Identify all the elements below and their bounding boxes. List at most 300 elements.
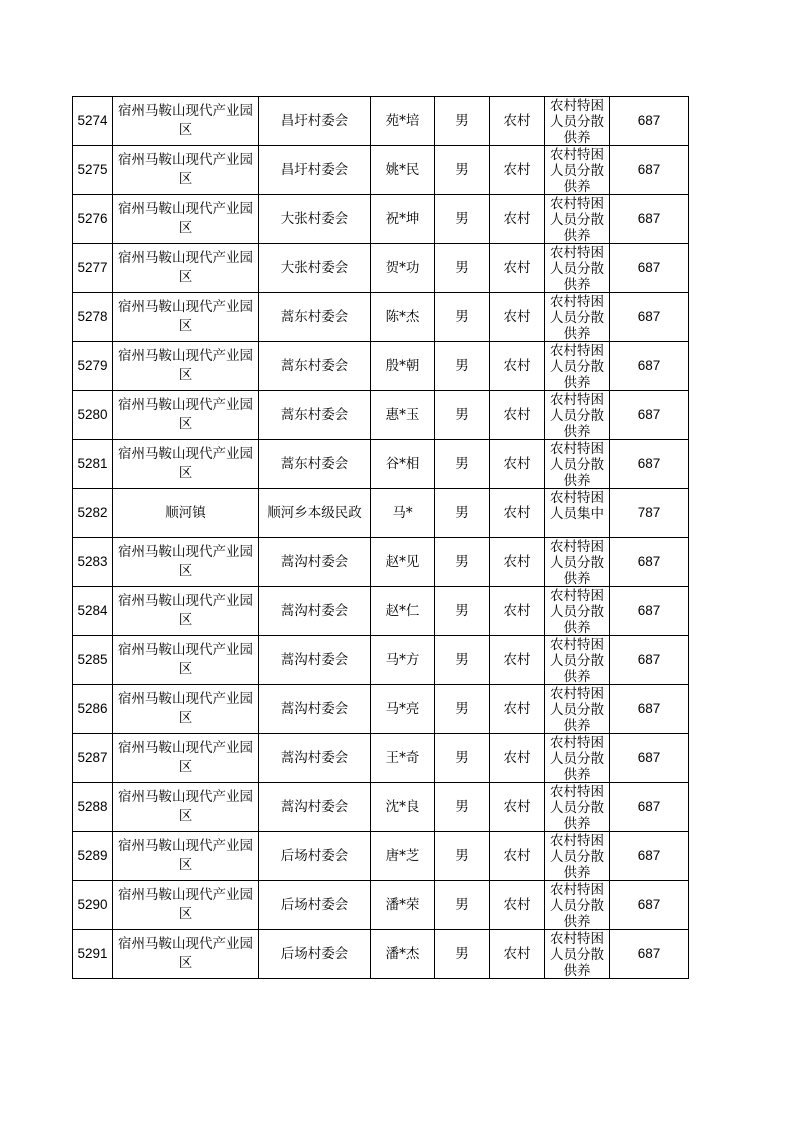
support-category-text: 农村特困人员分散供养 xyxy=(550,735,604,782)
village-committee-cell xyxy=(259,440,371,489)
sex-cell xyxy=(435,783,490,832)
household-type-cell xyxy=(490,489,545,538)
sex-cell xyxy=(435,391,490,440)
organization-cell xyxy=(113,636,259,685)
village-committee-text: 昌圩村委会 xyxy=(280,162,349,178)
household-type-text: 农村 xyxy=(503,848,531,864)
sex-cell xyxy=(435,832,490,881)
person-name-cell xyxy=(371,244,435,293)
person-name-text: 潘*杰 xyxy=(385,946,420,962)
organization-text: 宿州马鞍山现代产业园区 xyxy=(118,789,253,824)
table-row xyxy=(73,97,689,146)
sex-cell xyxy=(435,685,490,734)
sex-cell xyxy=(435,538,490,587)
organization-cell xyxy=(113,832,259,881)
table-row xyxy=(73,440,689,489)
support-category-cell xyxy=(545,293,610,342)
person-name-cell xyxy=(371,538,435,587)
village-committee-text: 蒿沟村委会 xyxy=(280,750,349,766)
organization-cell xyxy=(113,293,259,342)
serial-number-cell xyxy=(73,636,113,685)
amount-cell xyxy=(610,489,689,538)
organization-cell xyxy=(113,342,259,391)
serial-number-cell xyxy=(73,832,113,881)
table-row xyxy=(73,244,689,293)
amount-text: 687 xyxy=(637,848,661,863)
organization-text: 宿州马鞍山现代产业园区 xyxy=(118,740,253,775)
serial-number-text: 5286 xyxy=(77,701,108,716)
serial-number-text: 5280 xyxy=(77,407,108,422)
organization-text: 宿州马鞍山现代产业园区 xyxy=(118,201,253,236)
table-row xyxy=(73,685,689,734)
household-type-cell xyxy=(490,293,545,342)
serial-number-cell xyxy=(73,195,113,244)
household-type-cell xyxy=(490,881,545,930)
support-category-text: 农村特困人员集中 xyxy=(550,490,604,522)
table-body xyxy=(73,97,689,979)
village-committee-text: 顺河乡本级民政 xyxy=(267,505,362,521)
amount-text: 687 xyxy=(637,358,661,373)
person-name-cell xyxy=(371,734,435,783)
village-committee-text: 蒿东村委会 xyxy=(280,407,349,423)
support-category-text: 农村特困人员分散供养 xyxy=(550,882,604,929)
support-category-text: 农村特困人员分散供养 xyxy=(550,784,604,831)
organization-cell xyxy=(113,244,259,293)
support-category-cell xyxy=(545,440,610,489)
household-type-text: 农村 xyxy=(503,701,531,717)
serial-number-cell xyxy=(73,440,113,489)
household-type-text: 农村 xyxy=(503,162,531,178)
person-name-cell xyxy=(371,832,435,881)
household-type-cell xyxy=(490,685,545,734)
support-category-cell xyxy=(545,685,610,734)
person-name-cell xyxy=(371,930,435,979)
person-name-cell xyxy=(371,440,435,489)
person-name-text: 唐*芝 xyxy=(385,848,420,864)
amount-cell xyxy=(610,97,689,146)
serial-number-text: 5287 xyxy=(77,750,108,765)
amount-cell xyxy=(610,538,689,587)
amount-text: 687 xyxy=(637,309,661,324)
support-category-cell xyxy=(545,636,610,685)
person-name-text: 苑*培 xyxy=(385,113,420,129)
amount-text: 687 xyxy=(637,211,661,226)
serial-number-text: 5276 xyxy=(77,211,108,226)
village-committee-cell xyxy=(259,783,371,832)
household-type-text: 农村 xyxy=(503,456,531,472)
village-committee-cell xyxy=(259,881,371,930)
village-committee-text: 蒿东村委会 xyxy=(280,358,349,374)
village-committee-cell xyxy=(259,685,371,734)
serial-number-cell xyxy=(73,734,113,783)
village-committee-cell xyxy=(259,342,371,391)
amount-cell xyxy=(610,391,689,440)
person-name-cell xyxy=(371,342,435,391)
organization-text: 宿州马鞍山现代产业园区 xyxy=(118,152,253,187)
amount-cell xyxy=(610,342,689,391)
amount-text: 687 xyxy=(637,554,661,569)
organization-text: 宿州马鞍山现代产业园区 xyxy=(118,250,253,285)
organization-text: 宿州马鞍山现代产业园区 xyxy=(118,348,253,383)
organization-text: 宿州马鞍山现代产业园区 xyxy=(118,299,253,334)
organization-text: 宿州马鞍山现代产业园区 xyxy=(118,446,253,481)
household-type-text: 农村 xyxy=(503,407,531,423)
household-type-text: 农村 xyxy=(503,260,531,276)
amount-cell xyxy=(610,734,689,783)
serial-number-cell xyxy=(73,342,113,391)
sex-text: 男 xyxy=(455,407,469,423)
organization-cell xyxy=(113,391,259,440)
sex-cell xyxy=(435,440,490,489)
village-committee-cell xyxy=(259,587,371,636)
organization-cell xyxy=(113,685,259,734)
person-name-text: 祝*坤 xyxy=(385,211,420,227)
amount-cell xyxy=(610,440,689,489)
village-committee-text: 蒿沟村委会 xyxy=(280,603,349,619)
village-committee-cell xyxy=(259,636,371,685)
amount-cell xyxy=(610,244,689,293)
support-category-text: 农村特困人员分散供养 xyxy=(550,98,604,145)
support-category-text: 农村特困人员分散供养 xyxy=(550,294,604,341)
serial-number-text: 5274 xyxy=(77,113,108,128)
village-committee-cell xyxy=(259,538,371,587)
support-category-cell xyxy=(545,244,610,293)
support-category-text: 农村特困人员分散供养 xyxy=(550,539,604,586)
sex-cell xyxy=(435,489,490,538)
table-row xyxy=(73,636,689,685)
serial-number-text: 5278 xyxy=(77,309,108,324)
organization-text: 宿州马鞍山现代产业园区 xyxy=(118,887,253,922)
organization-cell xyxy=(113,97,259,146)
sex-text: 男 xyxy=(455,946,469,962)
amount-text: 687 xyxy=(637,603,661,618)
support-category-cell xyxy=(545,538,610,587)
support-category-text: 农村特困人员分散供养 xyxy=(550,441,604,488)
person-name-cell xyxy=(371,685,435,734)
organization-cell xyxy=(113,538,259,587)
household-type-cell xyxy=(490,244,545,293)
person-name-cell xyxy=(371,146,435,195)
person-name-text: 谷*相 xyxy=(385,456,420,472)
organization-text: 宿州马鞍山现代产业园区 xyxy=(118,544,253,579)
support-category-text: 农村特困人员分散供养 xyxy=(550,147,604,194)
person-name-text: 惠*玉 xyxy=(385,407,420,423)
amount-cell xyxy=(610,195,689,244)
sex-cell xyxy=(435,636,490,685)
household-type-cell xyxy=(490,930,545,979)
table-row xyxy=(73,881,689,930)
organization-cell xyxy=(113,489,259,538)
support-category-cell xyxy=(545,342,610,391)
table-row xyxy=(73,391,689,440)
organization-cell xyxy=(113,930,259,979)
person-name-text: 殷*朝 xyxy=(385,358,420,374)
household-type-text: 农村 xyxy=(503,750,531,766)
serial-number-text: 5291 xyxy=(77,946,108,961)
support-category-text: 农村特困人员分散供养 xyxy=(550,588,604,635)
person-name-text: 赵*仁 xyxy=(385,603,420,619)
amount-cell xyxy=(610,783,689,832)
organization-cell xyxy=(113,146,259,195)
serial-number-text: 5282 xyxy=(77,505,108,520)
household-type-cell xyxy=(490,440,545,489)
support-category-text: 农村特困人员分散供养 xyxy=(550,392,604,439)
sex-text: 男 xyxy=(455,701,469,717)
household-type-cell xyxy=(490,734,545,783)
village-committee-cell xyxy=(259,489,371,538)
sex-cell xyxy=(435,195,490,244)
person-name-text: 马*亮 xyxy=(385,701,420,717)
village-committee-text: 蒿沟村委会 xyxy=(280,799,349,815)
village-committee-cell xyxy=(259,146,371,195)
village-committee-text: 蒿沟村委会 xyxy=(280,652,349,668)
person-name-cell xyxy=(371,587,435,636)
sex-text: 男 xyxy=(455,260,469,276)
amount-text: 787 xyxy=(637,505,661,520)
sex-text: 男 xyxy=(455,162,469,178)
serial-number-cell xyxy=(73,881,113,930)
household-type-cell xyxy=(490,195,545,244)
amount-text: 687 xyxy=(637,407,661,422)
amount-cell xyxy=(610,587,689,636)
organization-cell xyxy=(113,440,259,489)
amount-text: 687 xyxy=(637,946,661,961)
household-type-cell xyxy=(490,587,545,636)
serial-number-cell xyxy=(73,489,113,538)
sex-cell xyxy=(435,930,490,979)
organization-cell xyxy=(113,783,259,832)
serial-number-cell xyxy=(73,538,113,587)
amount-text: 687 xyxy=(637,652,661,667)
village-committee-cell xyxy=(259,734,371,783)
amount-cell xyxy=(610,881,689,930)
support-category-cell xyxy=(545,783,610,832)
household-type-cell xyxy=(490,538,545,587)
serial-number-text: 5284 xyxy=(77,603,108,618)
person-name-text: 马*方 xyxy=(385,652,420,668)
sex-cell xyxy=(435,146,490,195)
organization-cell xyxy=(113,587,259,636)
table-row xyxy=(73,195,689,244)
amount-text: 687 xyxy=(637,799,661,814)
person-name-cell xyxy=(371,293,435,342)
sex-text: 男 xyxy=(455,309,469,325)
village-committee-text: 后场村委会 xyxy=(280,897,349,913)
organization-text: 宿州马鞍山现代产业园区 xyxy=(118,936,253,971)
household-type-cell xyxy=(490,146,545,195)
village-committee-cell xyxy=(259,930,371,979)
serial-number-text: 5288 xyxy=(77,799,108,814)
amount-text: 687 xyxy=(637,750,661,765)
serial-number-cell xyxy=(73,587,113,636)
serial-number-cell xyxy=(73,97,113,146)
household-type-text: 农村 xyxy=(503,113,531,129)
sex-text: 男 xyxy=(455,358,469,374)
organization-text: 宿州马鞍山现代产业园区 xyxy=(118,642,253,677)
table-row xyxy=(73,293,689,342)
amount-cell xyxy=(610,930,689,979)
support-category-cell xyxy=(545,881,610,930)
serial-number-text: 5277 xyxy=(77,260,108,275)
person-name-text: 沈*良 xyxy=(385,799,420,815)
serial-number-text: 5290 xyxy=(77,897,108,912)
table-row xyxy=(73,783,689,832)
sex-text: 男 xyxy=(455,750,469,766)
serial-number-cell xyxy=(73,391,113,440)
sex-cell xyxy=(435,587,490,636)
person-name-cell xyxy=(371,636,435,685)
household-type-cell xyxy=(490,97,545,146)
serial-number-cell xyxy=(73,244,113,293)
household-type-text: 农村 xyxy=(503,652,531,668)
household-type-cell xyxy=(490,342,545,391)
amount-text: 687 xyxy=(637,260,661,275)
organization-text: 宿州马鞍山现代产业园区 xyxy=(118,103,253,138)
sex-cell xyxy=(435,244,490,293)
household-type-text: 农村 xyxy=(503,946,531,962)
serial-number-cell xyxy=(73,685,113,734)
support-category-text: 农村特困人员分散供养 xyxy=(550,931,604,978)
sex-cell xyxy=(435,293,490,342)
person-name-cell xyxy=(371,391,435,440)
support-category-cell xyxy=(545,146,610,195)
household-type-cell xyxy=(490,832,545,881)
amount-cell xyxy=(610,832,689,881)
person-name-text: 姚*民 xyxy=(385,162,420,178)
household-type-text: 农村 xyxy=(503,505,531,521)
person-name-text: 马* xyxy=(392,505,413,521)
household-type-cell xyxy=(490,783,545,832)
serial-number-text: 5275 xyxy=(77,162,108,177)
household-type-text: 农村 xyxy=(503,554,531,570)
serial-number-cell xyxy=(73,293,113,342)
household-type-text: 农村 xyxy=(503,603,531,619)
organization-cell xyxy=(113,195,259,244)
village-committee-text: 蒿沟村委会 xyxy=(280,554,349,570)
table-row xyxy=(73,832,689,881)
support-category-cell xyxy=(545,489,610,538)
serial-number-cell xyxy=(73,930,113,979)
serial-number-text: 5281 xyxy=(77,456,108,471)
person-name-text: 赵*见 xyxy=(385,554,420,570)
amount-cell xyxy=(610,293,689,342)
organization-text: 宿州马鞍山现代产业园区 xyxy=(118,838,253,873)
household-type-text: 农村 xyxy=(503,358,531,374)
household-type-text: 农村 xyxy=(503,309,531,325)
sex-cell xyxy=(435,97,490,146)
amount-cell xyxy=(610,685,689,734)
support-category-text: 农村特困人员分散供养 xyxy=(550,686,604,733)
sex-text: 男 xyxy=(455,848,469,864)
organization-text: 宿州马鞍山现代产业园区 xyxy=(118,397,253,432)
organization-text: 宿州马鞍山现代产业园区 xyxy=(118,691,253,726)
support-category-text: 农村特困人员分散供养 xyxy=(550,637,604,684)
sex-text: 男 xyxy=(455,113,469,129)
household-type-cell xyxy=(490,391,545,440)
village-committee-text: 大张村委会 xyxy=(280,211,349,227)
support-category-cell xyxy=(545,832,610,881)
village-committee-cell xyxy=(259,195,371,244)
sex-text: 男 xyxy=(455,505,469,521)
amount-cell xyxy=(610,636,689,685)
village-committee-text: 蒿东村委会 xyxy=(280,456,349,472)
table-row xyxy=(73,538,689,587)
support-category-text: 农村特困人员分散供养 xyxy=(550,245,604,292)
person-name-cell xyxy=(371,97,435,146)
sex-text: 男 xyxy=(455,799,469,815)
organization-text: 宿州马鞍山现代产业园区 xyxy=(118,593,253,628)
village-committee-text: 蒿沟村委会 xyxy=(280,701,349,717)
support-category-cell xyxy=(545,97,610,146)
amount-text: 687 xyxy=(637,897,661,912)
village-committee-text: 蒿东村委会 xyxy=(280,309,349,325)
serial-number-text: 5279 xyxy=(77,358,108,373)
organization-cell xyxy=(113,881,259,930)
sex-text: 男 xyxy=(455,211,469,227)
serial-number-text: 5289 xyxy=(77,848,108,863)
village-committee-cell xyxy=(259,391,371,440)
serial-number-text: 5283 xyxy=(77,554,108,569)
village-committee-cell xyxy=(259,97,371,146)
household-type-text: 农村 xyxy=(503,799,531,815)
sex-text: 男 xyxy=(455,603,469,619)
village-committee-text: 昌圩村委会 xyxy=(280,113,349,129)
person-name-text: 陈*杰 xyxy=(385,309,420,325)
sex-text: 男 xyxy=(455,897,469,913)
household-type-text: 农村 xyxy=(503,897,531,913)
person-name-cell xyxy=(371,881,435,930)
village-committee-cell xyxy=(259,244,371,293)
table-row xyxy=(73,489,689,538)
support-category-cell xyxy=(545,195,610,244)
support-category-cell xyxy=(545,734,610,783)
household-type-text: 农村 xyxy=(503,211,531,227)
sex-text: 男 xyxy=(455,456,469,472)
table-row xyxy=(73,146,689,195)
sex-text: 男 xyxy=(455,554,469,570)
village-committee-cell xyxy=(259,832,371,881)
sex-cell xyxy=(435,734,490,783)
organization-text: 顺河镇 xyxy=(165,504,206,521)
table-row xyxy=(73,734,689,783)
support-category-text: 农村特困人员分散供养 xyxy=(550,343,604,390)
support-category-text: 农村特困人员分散供养 xyxy=(550,196,604,243)
village-committee-text: 大张村委会 xyxy=(280,260,349,276)
person-name-text: 贺*功 xyxy=(385,260,420,276)
amount-text: 687 xyxy=(637,162,661,177)
person-name-cell xyxy=(371,489,435,538)
support-category-cell xyxy=(545,930,610,979)
amount-text: 687 xyxy=(637,456,661,471)
table-row xyxy=(73,342,689,391)
support-category-text: 农村特困人员分散供养 xyxy=(550,833,604,880)
table-row xyxy=(73,587,689,636)
table-row xyxy=(73,930,689,979)
sex-cell xyxy=(435,342,490,391)
person-name-text: 王*奇 xyxy=(385,750,420,766)
serial-number-cell xyxy=(73,146,113,195)
village-committee-cell xyxy=(259,293,371,342)
amount-cell xyxy=(610,146,689,195)
household-type-cell xyxy=(490,636,545,685)
village-committee-text: 后场村委会 xyxy=(280,848,349,864)
person-name-cell xyxy=(371,783,435,832)
person-name-text: 潘*荣 xyxy=(385,897,420,913)
amount-text: 687 xyxy=(637,113,661,128)
village-committee-text: 后场村委会 xyxy=(280,946,349,962)
serial-number-cell xyxy=(73,783,113,832)
person-name-cell xyxy=(371,195,435,244)
